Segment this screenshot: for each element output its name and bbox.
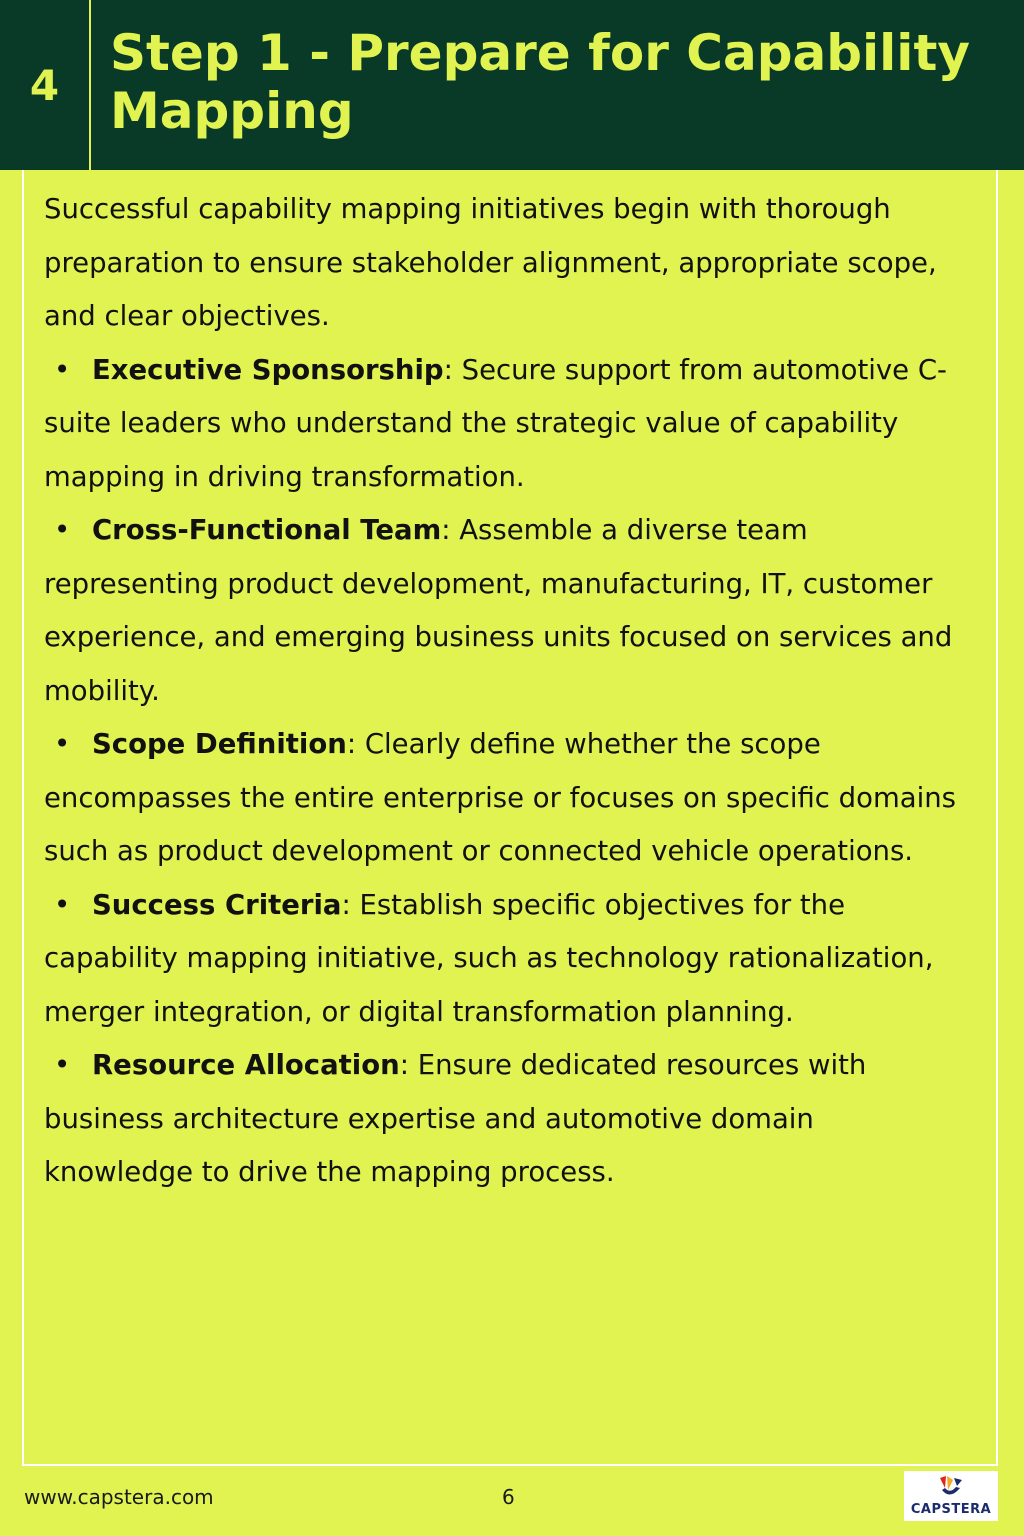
bullet-text: : Assemble a diverse team representing product development, manufacturing, IT, customer experience, and emerging business units focused on services and mobility. (44, 514, 953, 707)
bullet-icon: • (54, 888, 71, 921)
bullet-item-scope-definition (44, 718, 964, 879)
page-number: 6 (502, 1485, 515, 1509)
bullet-term: Scope Definition (92, 728, 347, 760)
logo-wordmark: CAPSTERA (910, 1502, 992, 1517)
bullet-icon: • (54, 514, 71, 546)
bullet-text: : Clearly define whether the scope encompasses the entire enterprise or focuses on specific domains such as product development or connected vehicle operations. (44, 728, 956, 867)
page-title: Step 1 - Prepare for Capability Mapping (110, 24, 970, 140)
bullet-text: : Secure support from automotive C-suite leaders who understand the strategic value of capability mapping in driving transformation. (44, 353, 947, 493)
footer-website-link[interactable]: www.capstera.com (24, 1485, 214, 1509)
bullet-icon: • (54, 353, 71, 386)
bullet-item-success-criteria (44, 879, 964, 1040)
bullet-item-executive-sponsorship (44, 344, 964, 505)
bullet-text: : Establish specific objectives for the capability mapping initiative, such as technology rationalization, merger integration, or digital transformation planning. (44, 888, 934, 1028)
content-body (44, 183, 964, 1200)
bullet-term: Success Criteria (92, 888, 342, 921)
bullet-text: : Ensure dedicated resources with business architecture expertise and automotive domain knowledge to drive the mapping process. (44, 1049, 867, 1188)
bullet-term: Executive Sponsorship (92, 353, 444, 386)
bullet-term: Cross-Functional Team (92, 514, 442, 546)
bullet-icon: • (54, 1049, 71, 1081)
capstera-logo-icon (936, 1474, 966, 1500)
step-number: 4 (29, 60, 60, 110)
capstera-logo (904, 1471, 998, 1521)
bullet-item-cross-functional-team (44, 504, 964, 718)
bullet-item-resource-allocation (44, 1039, 964, 1200)
bullet-icon: • (54, 728, 71, 760)
intro-paragraph: Successful capability mapping initiatives begin with thorough preparation to ensure stakeholder alignment, appropriate scope, and clear objectives. (44, 193, 937, 332)
bullet-term: Resource Allocation (92, 1049, 400, 1081)
page-header (0, 0, 1024, 170)
header-divider (89, 0, 91, 170)
